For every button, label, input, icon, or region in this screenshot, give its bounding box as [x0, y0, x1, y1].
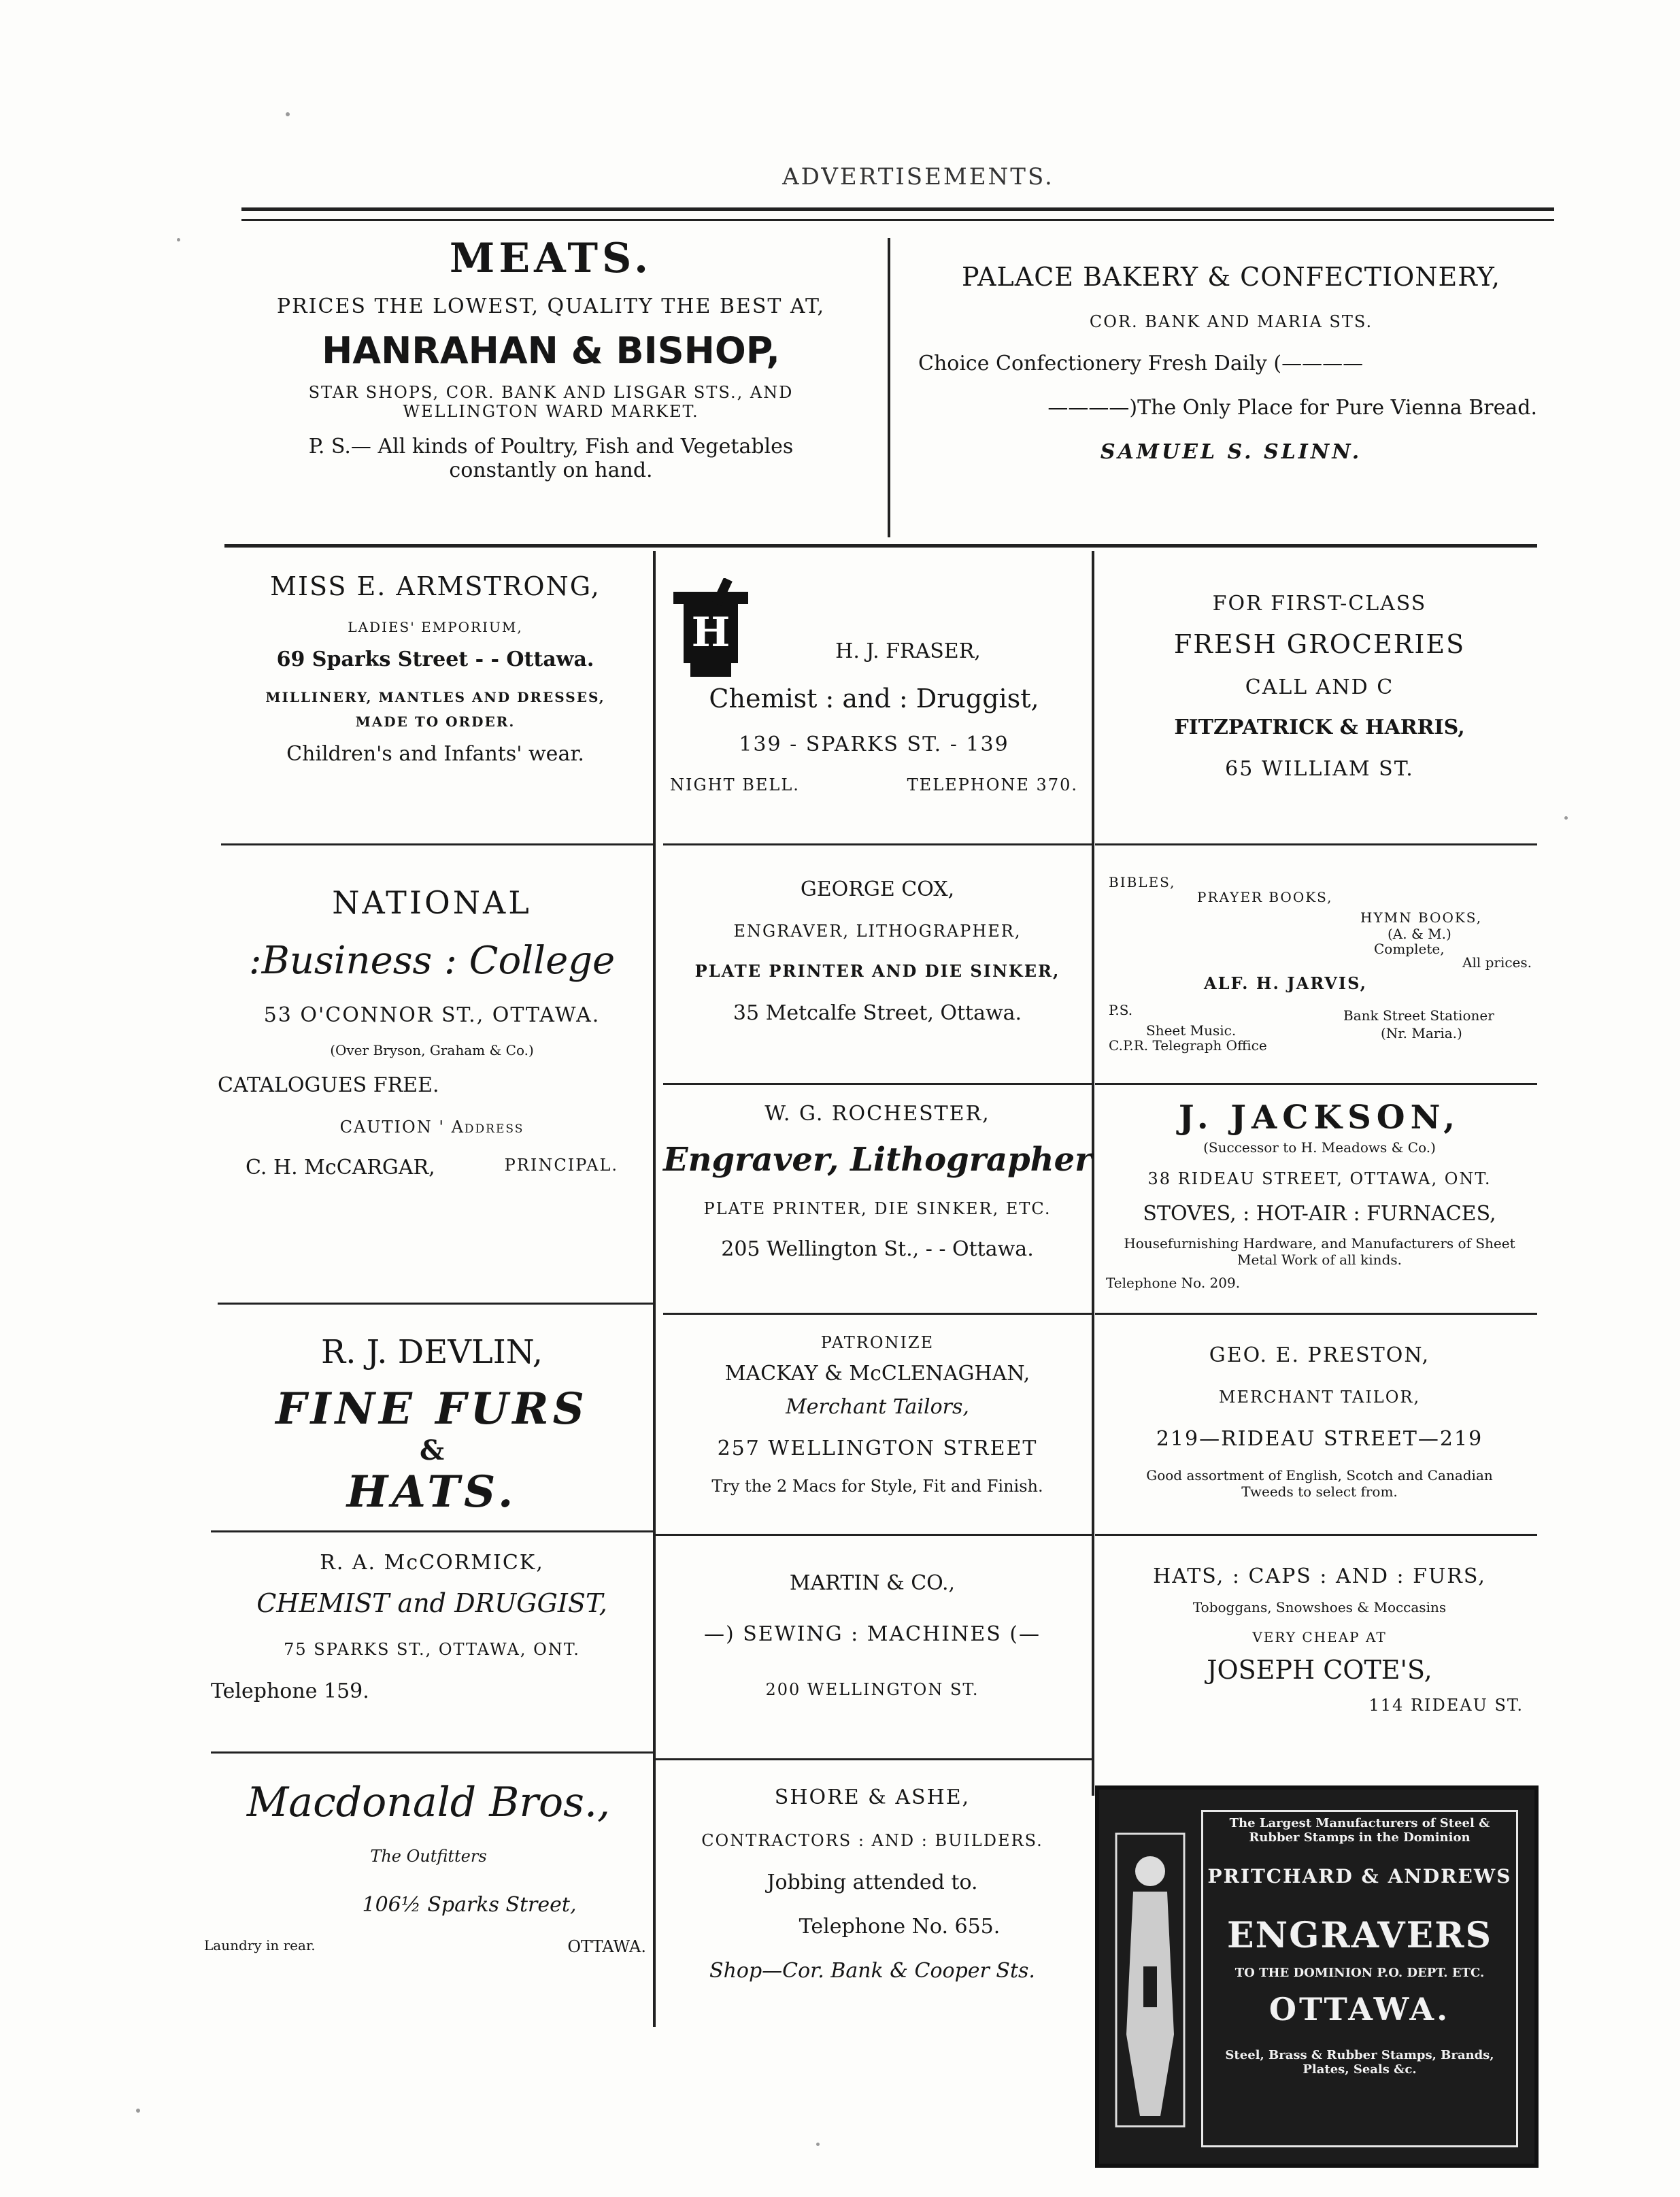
- top-rule-thin: [241, 219, 1554, 221]
- ad-cox: [663, 877, 1092, 1025]
- meats-note: P. S.— All kinds of Poultry, Fish and Vegetables constantly on hand.: [308, 435, 794, 482]
- mackay-address: 257 WELLINGTON STREET: [717, 1437, 1038, 1460]
- jarvis-allprices: All prices.: [1462, 954, 1532, 971]
- row5-rule-right: [1095, 1534, 1537, 1536]
- ad-devlin: [211, 1333, 653, 1517]
- rochester-line1: PLATE PRINTER, DIE SINKER, ETC.: [703, 1199, 1052, 1218]
- macdonald-trade: The Outfitters: [370, 1847, 487, 1866]
- jarvis-hymn: HYMN BOOKS,: [1360, 909, 1483, 926]
- palace-owner: SAMUEL S. SLINN.: [1100, 440, 1362, 464]
- jackson-line2: Housefurnishing Hardware, and Manufacturers of Sheet Metal Work of all kinds.: [1124, 1235, 1515, 1268]
- national-principal-title: PRINCIPAL.: [504, 1156, 619, 1175]
- jarvis-bibles: BIBLES,: [1109, 874, 1176, 890]
- row2-rule-left: [221, 843, 653, 845]
- scan-speck: [1564, 816, 1568, 820]
- devlin-line2: HATS.: [346, 1466, 518, 1517]
- page-title: ADVERTISEMENTS.: [782, 163, 1054, 190]
- cote-line2: VERY CHEAP AT: [1252, 1629, 1387, 1645]
- meats-heading: MEATS.: [449, 235, 653, 282]
- national-sub: :Business : College: [248, 939, 616, 983]
- row5-rule-mid: [653, 1534, 1092, 1536]
- engravers-panel: [1201, 1810, 1518, 2147]
- row3-rule-mid: [663, 1083, 1092, 1085]
- mackay-trade: Merchant Tailors,: [786, 1395, 969, 1419]
- row6-rule-left: [211, 1751, 653, 1754]
- row4-rule-right: [1095, 1313, 1537, 1315]
- ad-shore: [653, 1785, 1092, 1983]
- national-address: 53 O'CONNOR ST., OTTAWA.: [263, 1003, 601, 1027]
- ad-preston: [1102, 1343, 1537, 1500]
- shore-shop: Shop—Cor. Bank & Cooper Sts.: [709, 1959, 1035, 1983]
- fitzpatrick-line1: FOR FIRST-CLASS: [1212, 592, 1427, 616]
- shore-trade: CONTRACTORS : AND : BUILDERS.: [701, 1831, 1043, 1850]
- ad-palace-bakery: [905, 262, 1558, 464]
- jarvis-name: ALF. H. JARVIS,: [1204, 973, 1367, 993]
- row1-divider: [888, 238, 890, 537]
- national-principal: C. H. McCARGAR,: [245, 1156, 435, 1179]
- ad-cote: [1102, 1564, 1537, 1715]
- palace-heading: PALACE BAKERY & CONFECTIONERY,: [962, 262, 1500, 292]
- svg-text:H: H: [691, 609, 730, 656]
- armstrong-line1: MILLINERY, MANTLES AND DRESSES,: [265, 689, 605, 705]
- engravers-top: The Largest Manufacturers of Steel & Rubber Stamps in the Dominion: [1229, 1816, 1490, 1845]
- macdonald-laundry: Laundry in rear.: [204, 1937, 316, 1953]
- ad-engravers: [1095, 1785, 1539, 2168]
- jackson-line1: STOVES, : HOT-AIR : FURNACES,: [1143, 1202, 1496, 1226]
- jarvis-prayer: PRAYER BOOKS,: [1197, 889, 1333, 905]
- preston-name: GEO. E. PRESTON,: [1209, 1343, 1430, 1367]
- preston-address: 219—RIDEAU STREET—219: [1156, 1427, 1483, 1451]
- ad-mccormick: [211, 1551, 653, 1703]
- jackson-name: J. JACKSON,: [1178, 1098, 1461, 1137]
- mccormick-trade: CHEMIST and DRUGGIST,: [256, 1588, 607, 1618]
- row6-rule-mid: [653, 1758, 1092, 1760]
- fraser-night: NIGHT BELL.: [670, 775, 800, 794]
- cote-address: 114 RIDEAU ST.: [1368, 1696, 1524, 1715]
- cox-address: 35 Metcalfe Street, Ottawa.: [733, 1001, 1022, 1025]
- macdonald-city: OTTAWA.: [567, 1937, 646, 1956]
- jarvis-maria: (Nr. Maria.): [1381, 1025, 1462, 1041]
- preston-line1: Good assortment of English, Scotch and Canadian Tweeds to select from.: [1146, 1467, 1493, 1500]
- devlin-amp: &: [419, 1435, 445, 1466]
- scan-speck: [816, 2143, 820, 2146]
- rochester-name: W. G. ROCHESTER,: [765, 1102, 990, 1126]
- engravers-arc: PRITCHARD & ANDREWS: [1207, 1865, 1512, 1888]
- rochester-address: 205 Wellington St., - - Ottawa.: [721, 1237, 1034, 1261]
- shore-phone: Telephone No. 655.: [799, 1915, 1001, 1939]
- ad-armstrong: [218, 571, 653, 766]
- engravers-sub: TO THE DOMINION P.O. DEPT. ETC.: [1234, 1966, 1485, 1980]
- row4-rule-mid: [663, 1313, 1092, 1315]
- palace-address: COR. BANK AND MARIA STS.: [1089, 312, 1373, 331]
- row5-rule-left: [211, 1530, 653, 1532]
- martin-address: 200 WELLINGTON ST.: [765, 1680, 979, 1699]
- row1-bottom-rule: [224, 544, 1537, 548]
- ad-fraser: [663, 578, 1085, 794]
- jackson-phone: Telephone No. 209.: [1106, 1275, 1241, 1291]
- national-over: (Over Bryson, Graham & Co.): [330, 1042, 534, 1058]
- palace-line1: Choice Confectionery Fresh Daily (————: [918, 352, 1364, 375]
- jackson-successor: (Successor to H. Meadows & Co.): [1203, 1139, 1436, 1156]
- armstrong-heading: MISS E. ARMSTRONG,: [270, 571, 601, 601]
- cote-name: JOSEPH COTE'S,: [1207, 1655, 1432, 1685]
- cox-line1: ENGRAVER, LITHOGRAPHER,: [733, 922, 1022, 941]
- ad-national: [211, 884, 653, 1179]
- devlin-name: R. J. DEVLIN,: [321, 1333, 543, 1371]
- jackson-address: 38 RIDEAU STREET, OTTAWA, ONT.: [1147, 1169, 1492, 1188]
- mccormick-phone: Telephone 159.: [211, 1679, 369, 1703]
- top-rule: [241, 207, 1554, 211]
- fraser-bell-row: [663, 775, 1085, 794]
- fitzpatrick-address: 65 WILLIAM ST.: [1225, 757, 1414, 781]
- scan-speck: [286, 112, 290, 116]
- ad-rochester: [663, 1102, 1092, 1261]
- cox-name: GEORGE COX,: [800, 877, 955, 901]
- ad-mackay: [663, 1333, 1092, 1496]
- ad-macdonald: [204, 1779, 653, 1956]
- shore-name: SHORE & ASHE,: [774, 1785, 971, 1809]
- macdonald-name: Macdonald Bros.,: [246, 1779, 611, 1826]
- fraser-trade: Chemist : and : Druggist,: [709, 684, 1039, 714]
- engravers-bottom: Steel, Brass & Rubber Stamps, Brands, Plates, Seals &c.: [1225, 2048, 1494, 2077]
- cote-heading: HATS, : CAPS : AND : FURS,: [1153, 1564, 1486, 1588]
- armstrong-sub: LADIES' EMPORIUM,: [348, 619, 523, 635]
- mortar-pestle-icon: [670, 578, 752, 680]
- devlin-line1: FINE FURS: [275, 1383, 588, 1435]
- row2-rule-right: [1095, 843, 1537, 845]
- martin-name: MARTIN & CO.,: [789, 1571, 956, 1595]
- meats-firm: HANRAHAN & BISHOP,: [322, 329, 780, 372]
- scan-speck: [136, 2109, 140, 2113]
- fitzpatrick-firm: FITZPATRICK & HARRIS,: [1174, 716, 1465, 739]
- engravers-heading: ENGRAVERS: [1226, 1915, 1493, 1956]
- palace-line2: ————)The Only Place for Pure Vienna Bread.: [1047, 396, 1537, 420]
- jarvis-bank: Bank Street Stationer: [1343, 1007, 1494, 1024]
- engravers-city: OTTAWA.: [1269, 1991, 1451, 2028]
- jarvis-cpr: C.P.R. Telegraph Office: [1109, 1037, 1267, 1054]
- mackay-firm: MACKAY & McCLENAGHAN,: [724, 1362, 1030, 1386]
- ad-fitzpatrick: [1098, 592, 1541, 781]
- national-catalogues: CATALOGUES FREE.: [218, 1073, 439, 1097]
- cox-line2: PLATE PRINTER AND DIE SINKER,: [694, 961, 1060, 981]
- col-divider-right: [1092, 551, 1094, 1796]
- fraser-phone: TELEPHONE 370.: [907, 775, 1078, 794]
- standing-figure-icon: [1113, 1830, 1188, 2130]
- mackay-patron: PATRONIZE: [820, 1333, 935, 1352]
- macdonald-address: 106½ Sparks Street,: [362, 1893, 577, 1917]
- row3-rule-right: [1095, 1083, 1537, 1085]
- jarvis-am: (A. & M.): [1388, 926, 1451, 942]
- mccormick-name: R. A. McCORMICK,: [320, 1551, 544, 1575]
- fitzpatrick-heading: FRESH GROCERIES: [1173, 629, 1466, 659]
- fitzpatrick-line2: CALL AND C: [1245, 675, 1394, 699]
- national-principal-row: [211, 1156, 653, 1179]
- jarvis-complete: Complete,: [1374, 941, 1445, 957]
- rochester-trade: Engraver, Lithographer: [663, 1141, 1092, 1179]
- mccormick-address: 75 SPARKS ST., OTTAWA, ONT.: [284, 1640, 580, 1659]
- jarvis-ps: P.S.: [1109, 1002, 1133, 1018]
- preston-trade: MERCHANT TAILOR,: [1218, 1388, 1421, 1407]
- row4-rule-left: [218, 1303, 653, 1305]
- cote-line1: Toboggans, Snowshoes & Moccasins: [1192, 1599, 1447, 1615]
- national-caution: CAUTION ' Address: [339, 1118, 524, 1137]
- scan-speck: [177, 238, 180, 241]
- meats-address: STAR SHOPS, COR. BANK AND LISGAR STS., AND WELLINGTON WARD MARKET.: [308, 383, 794, 421]
- ad-martin: [653, 1571, 1092, 1699]
- armstrong-line2: MADE TO ORDER.: [355, 714, 516, 730]
- national-heading: NATIONAL: [332, 884, 532, 921]
- shore-line1: Jobbing attended to.: [767, 1871, 978, 1894]
- armstrong-line3: Children's and Infants' wear.: [286, 742, 584, 766]
- mackay-line1: Try the 2 Macs for Style, Fit and Finish.: [711, 1477, 1043, 1496]
- macdonald-bottom-row: [204, 1937, 653, 1956]
- fraser-name: H. J. FRASER,: [835, 639, 981, 663]
- jarvis-sheet: Sheet Music.: [1146, 1022, 1237, 1039]
- ad-meats: [224, 235, 877, 482]
- ad-jackson: [1102, 1098, 1537, 1291]
- martin-trade: —) SEWING : MACHINES (—: [703, 1622, 1041, 1646]
- fraser-address: 139 - SPARKS ST. - 139: [739, 733, 1009, 756]
- ad-jarvis: [1109, 874, 1537, 1071]
- row2-rule-mid: [663, 843, 1092, 845]
- meats-line: PRICES THE LOWEST, QUALITY THE BEST AT,: [276, 295, 826, 318]
- armstrong-address: 69 Sparks Street - - Ottawa.: [276, 648, 594, 671]
